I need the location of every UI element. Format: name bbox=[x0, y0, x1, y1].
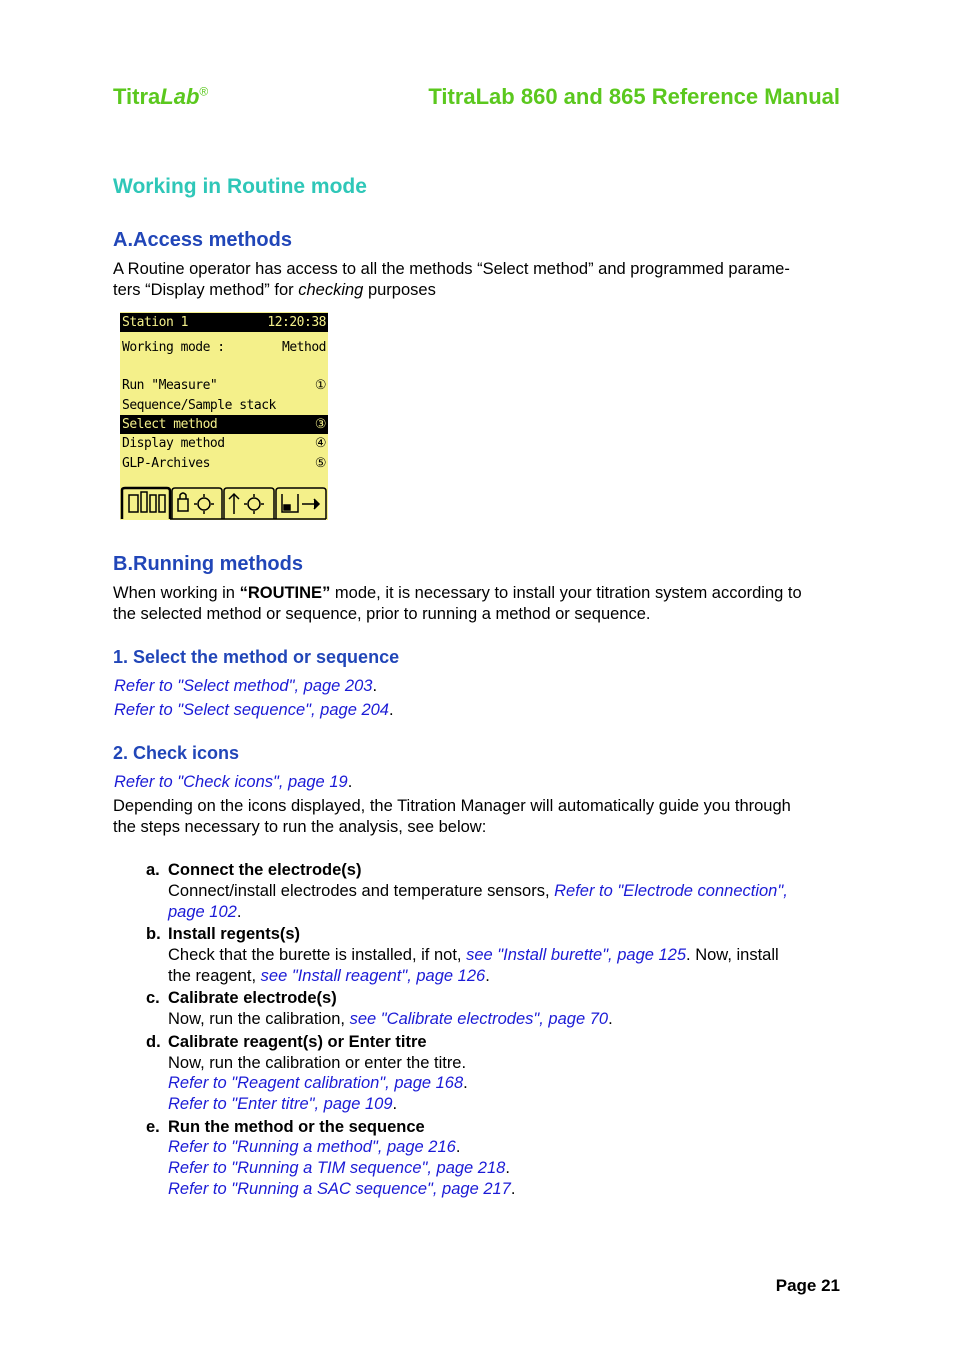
lcd-menu-item: Display method ④ bbox=[122, 436, 326, 451]
list-text-d: Now, run the calibration or enter the titre. bbox=[168, 1054, 467, 1072]
lcd-menu-item: Run "Measure" ① bbox=[122, 378, 326, 393]
manual-title: TitraLab 860 and 865 Reference Manual bbox=[428, 84, 840, 109]
reagent-calibration-link[interactable]: Refer to "Reagent calibration", page 168 bbox=[168, 1074, 464, 1092]
lcd-menu-item-selected: Select method ③ bbox=[122, 417, 326, 432]
step2-text-line-2: the steps necessary to run the analysis, see below: bbox=[113, 818, 487, 836]
manual-page: TitraLab® TitraLab 860 and 865 Reference Manual Working in Routine mode A.Access methods A Routine operator has access to all the methods “Select method” and programmed parame- ters “Display method” for checking purposes Station 1 12:20:38 Working mode : Method Run "Measure" ① Sequence/Sample stack Select method ③ Display method ④ GLP-Archives ⑤ B.Running methods When working in “ROUTINE” mode, it is necessary to install your titration system according to the selected method or sequence, prior to running a method or sequence. 1. Select the method or sequence Refer to "Select method", page 203. Refer to "Select sequence", page 204. 2. Check icons Refer to "Check icons", page 19. Depending on the icons displayed, the Titration Manager will automatically guide you through the steps necessary to run the analysis, see below: a. Connect the electrode(s) Connect/install electrodes and temperature sensors, Refer to "Electrode connection", page 102. b. Install regents(s) Check that the burette is installed, if not, see "Install burette", page 125. Now, install the reagent, see "Install reagent", page 126. c. Calibrate electrode(s) Now, run the calibration, see "Calibrate electrodes", page 70. d. Calibrate reagent(s) or Enter titre Now, run the calibration or enter the titre. Refer to "Reagent calibration", page 168. Refer to "Enter titre", page 109. e. Run the method or the sequence Refer to "Running a method", page 216. Refer to "Running a TIM sequence", page 218. Refer to "Running a SAC sequence", page 217. Page 21 bbox=[113, 84, 840, 1295]
step2-text-line-1: Depending on the icons displayed, the Titration Manager will automatically guide you through bbox=[113, 797, 791, 815]
tab-icon-glassware-icon bbox=[129, 492, 165, 512]
lcd-tab-bar bbox=[120, 486, 328, 520]
enter-titre-link[interactable]: Refer to "Enter titre", page 109 bbox=[168, 1095, 393, 1113]
lcd-title-bar bbox=[120, 313, 328, 332]
tab-icon-beaker-exit-icon bbox=[282, 494, 319, 512]
tab-icon-lock-settings-icon bbox=[178, 493, 214, 514]
install-burette-link[interactable]: see "Install burette", page 125 bbox=[466, 946, 687, 964]
list-title-c: Calibrate electrode(s) bbox=[168, 989, 337, 1007]
access-heading: A.Access methods bbox=[113, 229, 292, 251]
install-reagent-link[interactable]: see "Install reagent", page 126 bbox=[260, 967, 486, 985]
tab-icon-up-settings-icon bbox=[229, 494, 264, 514]
step2-heading: 2. Check icons bbox=[113, 743, 240, 763]
lcd-menu-item: GLP-Archives ⑤ bbox=[122, 456, 326, 471]
lcd-station: Station 1 bbox=[122, 315, 188, 330]
list-label-c: c. bbox=[146, 989, 160, 1007]
step1-heading: 1. Select the method or sequence bbox=[113, 647, 400, 667]
list-label-d: d. bbox=[146, 1033, 161, 1051]
lcd-menu-item: Sequence/Sample stack bbox=[122, 398, 276, 413]
electrode-connection-link[interactable]: Refer to "Electrode connection", bbox=[554, 882, 788, 900]
select-method-link[interactable]: Refer to "Select method", page 203 bbox=[114, 677, 373, 695]
list-title-b: Install regents(s) bbox=[168, 925, 301, 943]
page-number: Page 21 bbox=[775, 1276, 840, 1295]
section-title: Working in Routine mode bbox=[113, 175, 367, 198]
running-text-line-2: the selected method or sequence, prior to running a method or sequence. bbox=[113, 605, 651, 623]
running-tim-sequence-link[interactable]: Refer to "Running a TIM sequence", page 218 bbox=[168, 1159, 506, 1177]
access-text-line-1: A Routine operator has access to all the methods “Select method” and programmed parame- bbox=[113, 260, 790, 278]
calibrate-electrodes-link[interactable]: see "Calibrate electrodes", page 70 bbox=[349, 1010, 609, 1028]
brand-logo: TitraLab® bbox=[113, 84, 209, 109]
running-text-line-1: When working in “ROUTINE” mode, it is necessary to install your titration system according to bbox=[113, 584, 802, 602]
list-title-e: Run the method or the sequence bbox=[168, 1118, 425, 1136]
running-heading: B.Running methods bbox=[113, 553, 303, 575]
running-sac-sequence-link[interactable]: Refer to "Running a SAC sequence", page 217 bbox=[168, 1180, 511, 1198]
lcd-working-mode: Working mode : Method bbox=[122, 340, 326, 355]
select-sequence-link[interactable]: Refer to "Select sequence", page 204 bbox=[114, 701, 389, 719]
lcd-time: 12:20:38 bbox=[267, 315, 326, 330]
electrode-connection-page-link[interactable]: page 102 bbox=[168, 903, 237, 921]
list-title-a: Connect the electrode(s) bbox=[168, 861, 362, 879]
running-method-link[interactable]: Refer to "Running a method", page 216 bbox=[168, 1138, 456, 1156]
list-label-a: a. bbox=[146, 861, 160, 879]
lcd-screenshot bbox=[120, 312, 328, 520]
list-label-e: e. bbox=[146, 1118, 160, 1136]
list-title-d: Calibrate reagent(s) or Enter titre bbox=[168, 1033, 427, 1051]
list-label-b: b. bbox=[146, 925, 161, 943]
access-text-line-2: ters “Display method” for checking purposes bbox=[113, 281, 436, 299]
check-icons-link[interactable]: Refer to "Check icons", page 19 bbox=[114, 773, 348, 791]
